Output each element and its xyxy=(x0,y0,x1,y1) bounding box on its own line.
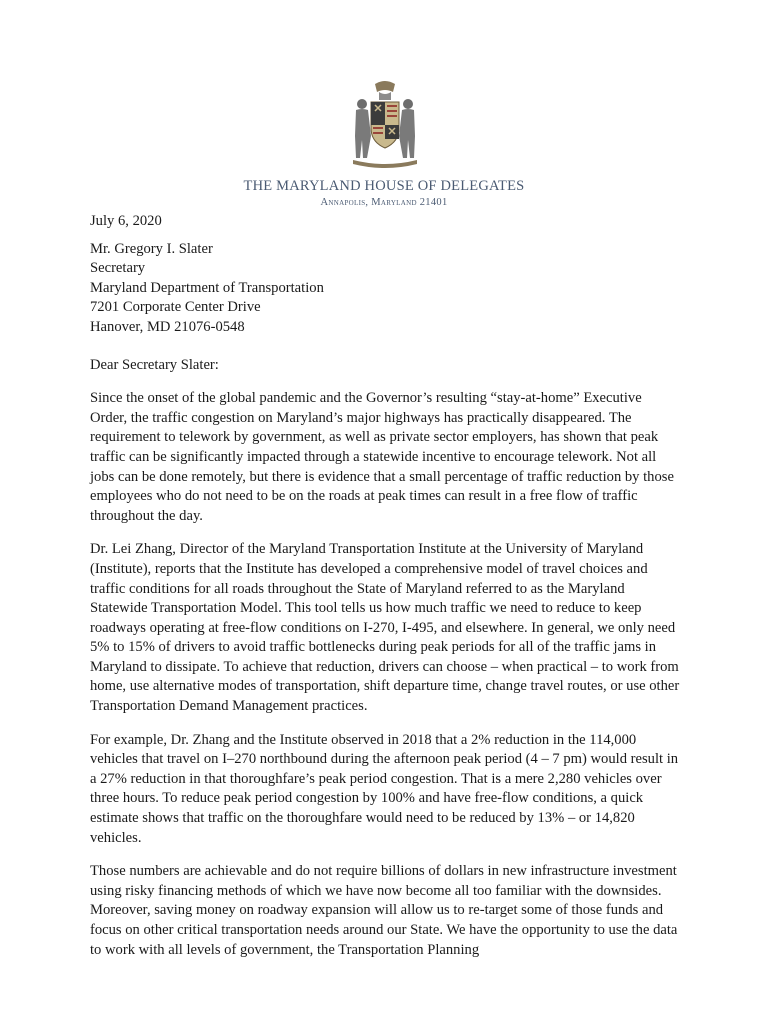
recipient-title: Secretary xyxy=(90,260,146,277)
recipient-address xyxy=(90,240,682,338)
letterhead-location: Annapolis, Maryland 21401 xyxy=(320,197,448,208)
paragraph-2: Dr. Lei Zhang, Director of the Maryland Transportation Institute at the University of Maryland (Institute), reports that the Institute has developed a comprehensive model of travel choices and traffic conditions for all roads throughout the State of Maryland referred to as the Maryland Statewide Transportation Model. This tool tells us how much traffic we need to reduce to keep roadways operating at free-flow conditions on I-270, I-495, and elsewhere. In general, we only need 5% to 15% of drivers to avoid traffic bottlenecks during peak periods for all of the traffic jams in Maryland to dissipate. To achieve that reduction, drivers can choose – when practical – to work from home, use alternative modes of transportation, shift departure time, change travel routes, or use other Transportation Demand Management practices. xyxy=(90,541,680,715)
paragraph-4: Those numbers are achievable and do not require billions of dollars in new infrastructure investment using risky financing methods of which we have now become all too familiar with the downsides. Moreover, saving money on roadway expansion will allow us to re-target some of those funds and focus on other critical transportation needs around our State. We have the opportunity to use the data to work with all levels of government, the Transportation Planning xyxy=(90,863,678,958)
recipient-street: 7201 Corporate Center Drive xyxy=(90,299,261,316)
letter-body xyxy=(90,212,682,960)
salutation: Dear Secretary Slater: xyxy=(90,356,219,373)
letter-date: July 6, 2020 xyxy=(90,213,162,229)
maryland-seal-icon xyxy=(345,78,425,170)
letterhead-title: THE MARYLAND HOUSE OF DELEGATES xyxy=(243,178,525,194)
paragraph-1: Since the onset of the global pandemic and the Governor’s resulting “stay-at-home” Executive Order, the traffic congestion on Maryland’s major highways has practically disappeared. The requirement to telework by government, as well as private sector employers, has shown that peak traffic can be significantly impacted through a statewide incentive to encourage telework. Not all jobs can be done remotely, but there is evidence that a small percentage of traffic reduction by those employees who do not need to be on the roads at peak times can result in a free flow of traffic throughout the day. xyxy=(90,390,674,524)
paragraph-3: For example, Dr. Zhang and the Institute observed in 2018 that a 2% reduction in the 114,000 vehicles that travel on I–270 northbound during the afternoon peak period (4 – 7 pm) would result in a 27% reduction in that thoroughfare’s peak period congestion. That is a mere 2,280 vehicles over three hours. To reduce peak period congestion by 100% and have free-flow conditions, a quick estimate shows that traffic on the thoroughfare would need to be reduced by 13% – or 14,820 vehicles. xyxy=(90,731,679,846)
recipient-city: Hanover, MD 21076-0548 xyxy=(90,318,245,335)
recipient-department: Maryland Department of Transportation xyxy=(90,279,324,296)
recipient-name: Mr. Gregory I. Slater xyxy=(90,240,213,257)
